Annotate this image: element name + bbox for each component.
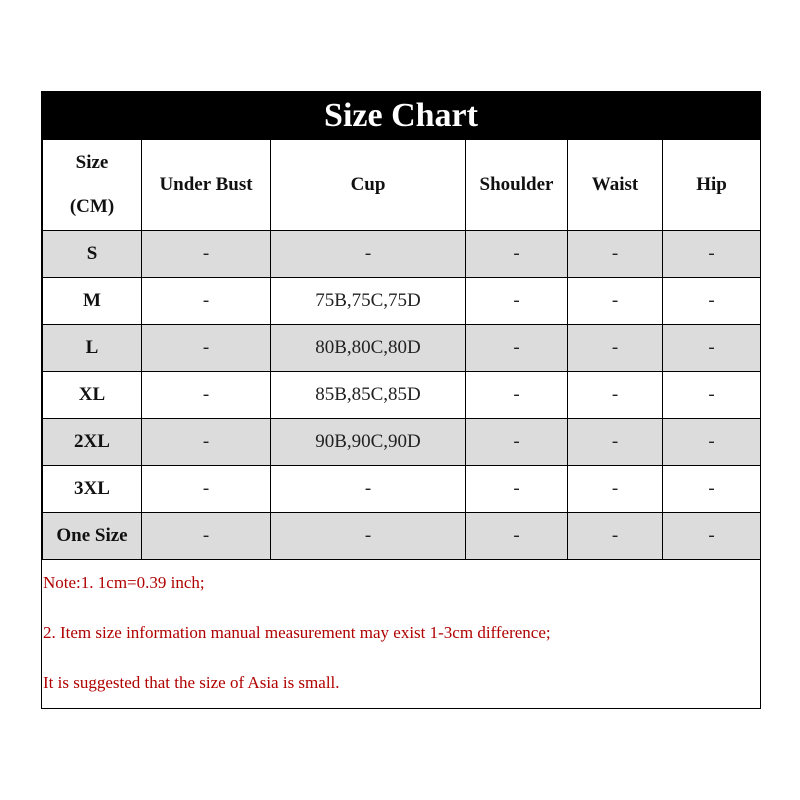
size-cell: One Size bbox=[43, 513, 142, 560]
cup-cell: 90B,90C,90D bbox=[271, 419, 466, 466]
note-line: Note:1. 1cm=0.39 inch; bbox=[43, 573, 205, 592]
header-waist: Waist bbox=[568, 140, 663, 231]
header-size bbox=[43, 140, 142, 231]
size-cell: 3XL bbox=[43, 466, 142, 513]
hip-cell: - bbox=[663, 278, 761, 325]
under-bust-cell: - bbox=[142, 419, 271, 466]
size-cell: 2XL bbox=[43, 419, 142, 466]
under-bust-cell: - bbox=[142, 466, 271, 513]
shoulder-cell: - bbox=[466, 513, 568, 560]
size-cell: S bbox=[43, 231, 142, 278]
header-size-line2: (CM) bbox=[69, 196, 115, 217]
header-shoulder: Shoulder bbox=[466, 140, 568, 231]
note-line: It is suggested that the size of Asia is small. bbox=[43, 673, 340, 692]
note-line: 2. Item size information manual measurement may exist 1-3cm difference; bbox=[43, 623, 551, 642]
notes-section bbox=[42, 560, 760, 708]
header-size-line1: Size bbox=[75, 152, 109, 173]
hip-cell: - bbox=[663, 419, 761, 466]
table-row bbox=[43, 231, 761, 278]
hip-cell: - bbox=[663, 513, 761, 560]
under-bust-cell: - bbox=[142, 325, 271, 372]
waist-cell: - bbox=[568, 372, 663, 419]
cup-cell: 85B,85C,85D bbox=[271, 372, 466, 419]
waist-cell: - bbox=[568, 278, 663, 325]
under-bust-cell: - bbox=[142, 513, 271, 560]
cup-cell: - bbox=[271, 231, 466, 278]
table-row bbox=[43, 419, 761, 466]
header-cup: Cup bbox=[271, 140, 466, 231]
table-row bbox=[43, 325, 761, 372]
cup-cell: 75B,75C,75D bbox=[271, 278, 466, 325]
hip-cell: - bbox=[663, 231, 761, 278]
shoulder-cell: - bbox=[466, 372, 568, 419]
under-bust-cell: - bbox=[142, 231, 271, 278]
cup-cell: - bbox=[271, 513, 466, 560]
table-row bbox=[43, 278, 761, 325]
waist-cell: - bbox=[568, 513, 663, 560]
waist-cell: - bbox=[568, 325, 663, 372]
size-cell: M bbox=[43, 278, 142, 325]
under-bust-cell: - bbox=[142, 278, 271, 325]
table-row bbox=[43, 466, 761, 513]
hip-cell: - bbox=[663, 325, 761, 372]
table-row bbox=[43, 513, 761, 560]
waist-cell: - bbox=[568, 231, 663, 278]
shoulder-cell: - bbox=[466, 278, 568, 325]
shoulder-cell: - bbox=[466, 466, 568, 513]
size-cell: L bbox=[43, 325, 142, 372]
waist-cell: - bbox=[568, 419, 663, 466]
table-row bbox=[43, 372, 761, 419]
size-cell: XL bbox=[43, 372, 142, 419]
cup-cell: 80B,80C,80D bbox=[271, 325, 466, 372]
hip-cell: - bbox=[663, 466, 761, 513]
shoulder-cell: - bbox=[466, 419, 568, 466]
size-table bbox=[42, 139, 761, 560]
chart-title: Size Chart bbox=[42, 92, 760, 139]
header-hip: Hip bbox=[663, 140, 761, 231]
under-bust-cell: - bbox=[142, 372, 271, 419]
shoulder-cell: - bbox=[466, 231, 568, 278]
hip-cell: - bbox=[663, 372, 761, 419]
header-row bbox=[43, 140, 761, 231]
size-chart bbox=[41, 91, 761, 709]
cup-cell: - bbox=[271, 466, 466, 513]
header-under-bust: Under Bust bbox=[142, 140, 271, 231]
waist-cell: - bbox=[568, 466, 663, 513]
shoulder-cell: - bbox=[466, 325, 568, 372]
